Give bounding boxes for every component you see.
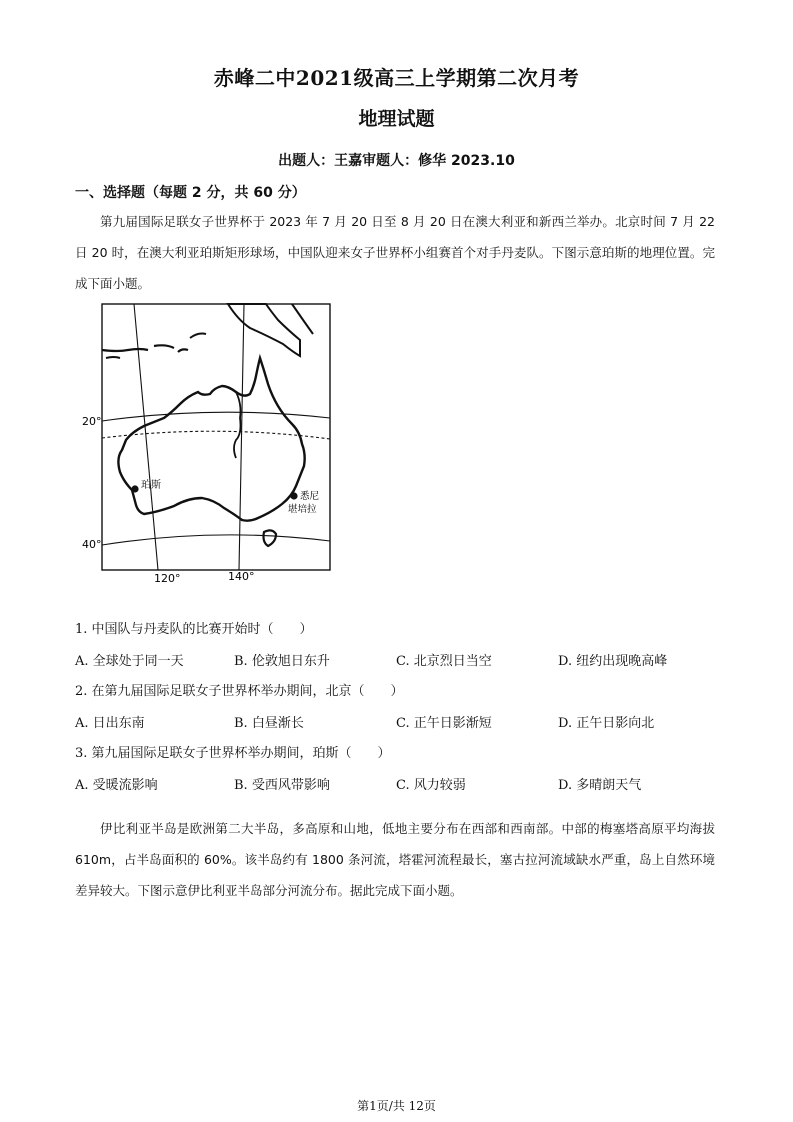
question-3-option-b: B. 受西风带影响 (234, 778, 330, 793)
sydney-marker (290, 492, 297, 499)
question-3-stem: 3. 第九届国际足联女子世界杯举办期间，珀斯（ ） (75, 746, 391, 761)
perth-marker (131, 485, 138, 492)
question-1-option-b: B. 伦敦旭日东升 (234, 654, 330, 669)
subject-title: 地理试题 (358, 108, 435, 130)
author-line: 出题人：王嘉审题人：修华 2023.10 (278, 153, 515, 169)
question-1-option-d: D. 纽约出现晚高峰 (558, 654, 668, 669)
question-2-option-d: D. 正午日影向北 (558, 716, 655, 731)
question-3-option-c: C. 风力较弱 (396, 778, 466, 793)
exam-title: 赤峰二中2021级高三上学期第二次月考 (213, 66, 580, 90)
question-2-stem: 2. 在第九届国际足联女子世界杯举办期间，北京（ ） (75, 684, 404, 699)
question-1-option-c: C. 北京烈日当空 (396, 654, 492, 669)
question-3-option-d: D. 多晴朗天气 (558, 778, 642, 793)
passage-1: 第九届国际足联女子世界杯于 2023 年 7 月 20 日至 8 月 20 日在澳大利亚和新西兰举办。北京时间 7 月 22 日 20 时，在澳大利亚珀斯矩形球场，中国队迎来女子世界杯小组赛首个对手丹麦队。下图示意珀斯的地理位置。完成下面小题。 (75, 214, 715, 291)
passage-2: 伊比利亚半岛是欧洲第二大半岛，多高原和山地，低地主要分布在西部和西南部。中部的梅塞塔高原平均海拔 610m，占半岛面积的 60%。该半岛约有 1800 条河流，塔霍河流程最长，塞古拉河流域缺水严重，岛上自然环境差异较大。下图示意伊比利亚半岛部分河流分布。据此完成下面小题。 (75, 821, 715, 898)
lat-20-label: 20° (82, 415, 102, 428)
question-2-option-c: C. 正午日影渐短 (396, 716, 492, 731)
question-1-stem: 1. 中国队与丹麦队的比赛开始时（ ） (75, 622, 313, 637)
lon-120-label: 120° (154, 572, 181, 585)
perth-label: 珀斯 (141, 480, 161, 491)
page-footer: 第1页/共 12页 (357, 1099, 436, 1113)
question-1-option-a: A. 全球处于同一天 (75, 654, 184, 669)
question-3-option-a: A. 受暖流影响 (75, 778, 158, 793)
lon-140-label: 140° (228, 570, 255, 583)
question-2-option-b: B. 白昼渐长 (234, 716, 304, 731)
lat-40-label: 40° (82, 538, 102, 551)
section-heading: 一、选择题（每题 2 分，共 60 分） (75, 185, 306, 201)
question-2-option-a: A. 日出东南 (75, 716, 145, 731)
australia-map-figure (78, 300, 340, 590)
australia-map (78, 300, 340, 590)
canberra-label: 堪培拉 (288, 504, 317, 515)
sydney-label: 悉尼 (300, 491, 320, 502)
